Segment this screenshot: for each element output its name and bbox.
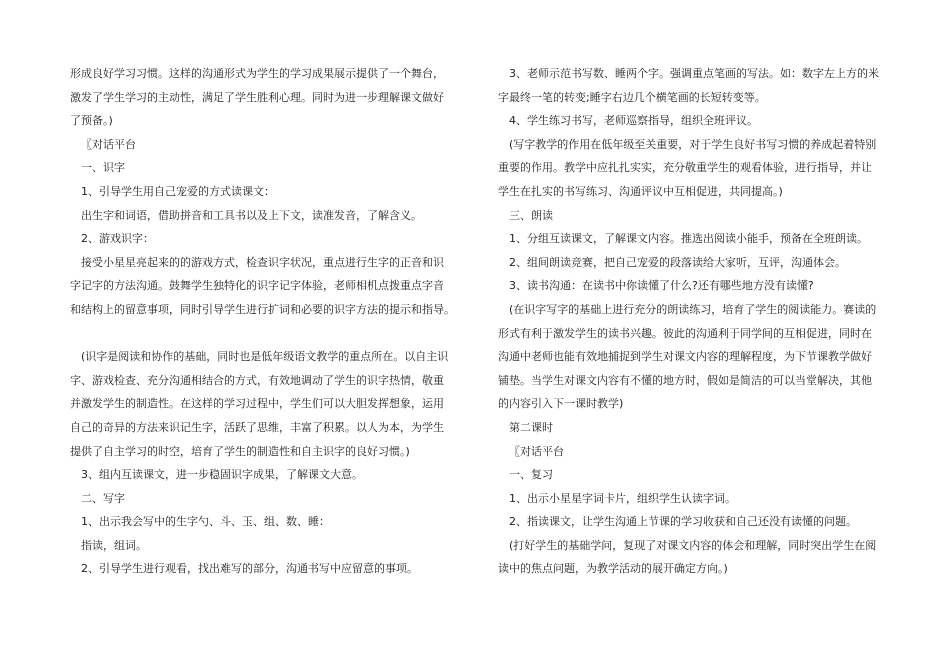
text-line: 指读，组词。: [81, 538, 147, 552]
text-line: 1、出示我会写中的生字勺、斗、玉、组、数、睡：: [81, 515, 330, 529]
text-line: 自己的奇异的方法来识记生字，活跃了思维，丰富了积累。以人为本，为学生: [70, 420, 444, 434]
text-line: 重要的作用。教学中应扎扎实实，充分敬重学生的观看体验，进行指导，并让: [498, 161, 872, 175]
text-line: 字最终一笔的转变;睡字右边几个横笔画的长短转变等。: [498, 90, 766, 104]
text-line: 出生字和词语，借助拼音和工具书以及上下文，读准发音，了解含义。: [81, 208, 422, 222]
text-line: 的内容引入下一课时教学): [498, 397, 624, 411]
text-line: (在识字写字的基础上进行充分的朗读练习，培育了学生的阅读能力。赛读的: [509, 302, 877, 316]
text-line: 学生在扎实的书写练习、沟通评议中互相促进，共同提高。): [498, 184, 783, 198]
left-column: [70, 62, 475, 581]
text-line: 一、识字: [81, 161, 125, 175]
text-line: 〖对话平台: [509, 444, 564, 458]
text-line: (识字是阅读和协作的基础，同时也是低年级语文教学的重点所在。以自主识: [81, 350, 449, 364]
text-line: 形成良好学习习惯。这样的沟通形式为学生的学习成果展示提供了一个舞台，: [70, 67, 444, 80]
text-line: (写字教学的作用在低年级至关重要，对于学生良好书写习惯的养成起着特别: [509, 137, 877, 151]
text-line: 激发了学生学习的主动性，满足了学生胜利心理。同时为进一步理解课文做好: [70, 90, 444, 104]
text-line: 2、引导学生进行观看，找出难写的部分，沟通书写中应留意的事项。: [81, 562, 418, 576]
text-line: 2、组间朗读竞赛，把自己宠爱的段落读给大家听，互评，沟通体会。: [509, 255, 846, 269]
text-line: (打好学生的基础学问，复现了对课文内容的体会和理解，同时突出学生在阅: [509, 538, 877, 552]
text-line: 3、老师示范书写数、睡两个字。强调重点笔画的写法。如：数字左上方的米: [509, 67, 879, 80]
text-line: 1、出示小星星字词卡片，组织学生认读字词。: [509, 491, 736, 505]
text-line: 2、游戏识字：: [81, 232, 154, 246]
text-line: [70, 322, 475, 346]
text-line: 并激发学生的制造性。在这样的学习过程中，学生们可以大胆发挥想象，运用: [70, 397, 444, 411]
text-line: 字、游戏检查、充分沟通相结合的方式，有效地调动了学生的识字热情，敬重: [70, 373, 444, 387]
text-line: 3、读书沟通：在读书中你读懂了什么?还有哪些地方没有读懂?: [509, 279, 814, 293]
text-line: 铺垫。当学生对课文内容有不懂的地方时，假如是简洁的可以当堂解决，其他: [498, 373, 872, 387]
text-line: 接受小星星亮起来的的游戏方式，检查识字状况，重点进行生字的正音和识: [81, 255, 444, 269]
text-line: 一、复习: [509, 468, 553, 482]
text-line: 提供了自主学习的时空，培育了学生的制造性和自主识字的良好习惯。): [70, 444, 410, 458]
text-line: 1、分组互读课文，了解课文内容。推选出阅读小能手，预备在全班朗读。: [509, 232, 868, 246]
text-line: 〖对话平台: [81, 137, 136, 151]
text-line: 4、学生练习书写，老师巡察指导，组织全班评议。: [509, 114, 758, 128]
text-line: 读中的焦点问题，为教学活动的展开确定方向。): [498, 562, 728, 576]
text-line: 和结构上的留意事项，同时引导学生进行扩词和必要的识字方法的提示和指导。: [70, 302, 455, 316]
right-column: [498, 62, 903, 581]
text-line: 三、朗读: [509, 208, 553, 222]
text-line: 3、组内互读课文，进一步稳固识字成果，了解课文大意。: [81, 468, 363, 482]
text-line: 沟通中老师也能有效地捕捉到学生对课文内容的理解程度，为下节课教学做好: [498, 350, 872, 364]
text-line: 了预备。): [70, 114, 113, 128]
text-line: 字记字的方法沟通。鼓舞学生独特化的识字记字体验，老师相机点拨重点字音: [70, 279, 444, 293]
text-line: 1、引导学生用自己宠爱的方式读课文：: [81, 184, 275, 198]
text-line: 二、写字: [81, 491, 125, 505]
text-line: 第二课时: [509, 420, 553, 434]
text-line: 形式有利于激发学生的读书兴趣。彼此的沟通利于同学间的互相促进，同时在: [498, 326, 872, 340]
text-line: 2、指读课文，让学生沟通上节课的学习收获和自己还没有读懂的问题。: [509, 515, 857, 529]
